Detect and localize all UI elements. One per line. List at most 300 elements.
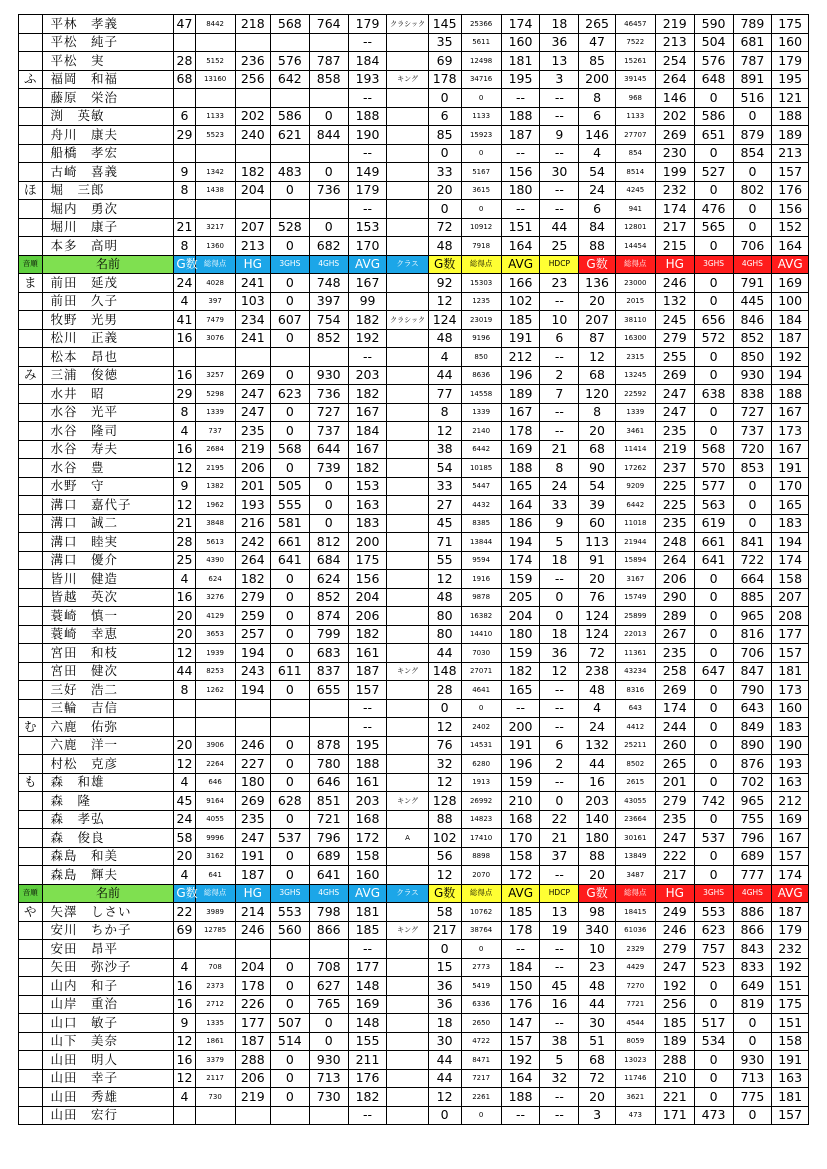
column-header: 名前 [42,255,174,274]
cell-kana [19,440,43,459]
cell-g3: 124 [579,607,615,626]
cell-pts1: 8442 [195,15,235,34]
cell-pts2: 13844 [461,533,501,552]
cell-g1: 21 [174,514,195,533]
cell-g2: 45 [428,514,461,533]
cell-ghs3-1: 586 [270,107,309,126]
cell-hg1: 241 [235,274,270,293]
cell-pts3: 854 [615,144,655,163]
cell-hg3: 146 [655,89,694,108]
cell-hg3: 192 [655,977,694,996]
cell-avg2: 188 [501,1088,540,1107]
cell-pts2: 7217 [461,1069,501,1088]
cell-hdcp: 9 [540,126,579,145]
table-row [19,348,809,367]
cell-pts3: 23664 [615,810,655,829]
cell-g3: 20 [579,570,615,589]
cell-pts2: 26992 [461,792,501,811]
cell-class [387,1032,428,1051]
cell-hg1: 207 [235,218,270,237]
cell-ghs4-1: 730 [309,1088,348,1107]
cell-g1: 16 [174,440,195,459]
cell-hg1 [235,940,270,959]
cell-pts2: 25366 [461,15,501,34]
cell-name: 森 俊良 [42,829,174,848]
table-row [19,126,809,145]
cell-class [387,107,428,126]
cell-avg1: 158 [348,847,387,866]
cell-hdcp: 24 [540,477,579,496]
cell-hg3: 199 [655,163,694,182]
cell-hg1: 187 [235,866,270,885]
cell-name: 古崎 喜義 [42,163,174,182]
cell-ghs3-1: 0 [270,181,309,200]
cell-ghs4-1: 930 [309,366,348,385]
cell-avg2: 157 [501,1032,540,1051]
cell-g3: 68 [579,1051,615,1070]
cell-ghs4-1: 837 [309,662,348,681]
cell-hg1: 247 [235,385,270,404]
cell-hg1: 103 [235,292,270,311]
cell-g3: 54 [579,163,615,182]
cell-g3: 23 [579,958,615,977]
cell-hdcp: 36 [540,33,579,52]
cell-ghs3-1: 0 [270,274,309,293]
cell-hdcp: -- [540,773,579,792]
cell-name: 三輪 吉信 [42,699,174,718]
cell-hdcp: 0 [540,792,579,811]
cell-kana [19,477,43,496]
cell-g1 [174,718,195,737]
cell-kana [19,1051,43,1070]
cell-avg1: 203 [348,366,387,385]
cell-hg3: 230 [655,144,694,163]
cell-class [387,995,428,1014]
table-row [19,773,809,792]
cell-g1: 24 [174,274,195,293]
cell-avg1: 182 [348,311,387,330]
cell-name: 平松 実 [42,52,174,71]
cell-pts1: 5152 [195,52,235,71]
cell-g1: 21 [174,218,195,237]
cell-hg1: 178 [235,977,270,996]
cell-avg1: 170 [348,237,387,256]
cell-avg1: 148 [348,1014,387,1033]
cell-avg1: 203 [348,792,387,811]
cell-ghs4-3: 720 [733,440,772,459]
table-row [19,274,809,293]
cell-g2: 102 [428,829,461,848]
cell-name: 矢澤 しさい [42,903,174,922]
table-row [19,1051,809,1070]
cell-name: 村松 克彦 [42,755,174,774]
cell-avg1: 190 [348,126,387,145]
cell-avg1: 160 [348,866,387,885]
cell-name: 山口 敏子 [42,1014,174,1033]
cell-avg2: 172 [501,866,540,885]
cell-name: 六鹿 洋一 [42,736,174,755]
cell-ghs3-3: 517 [694,1014,733,1033]
cell-pts1: 5523 [195,126,235,145]
cell-g3: 20 [579,1088,615,1107]
cell-hdcp: 5 [540,533,579,552]
cell-avg3: 167 [772,440,809,459]
table-row [19,1032,809,1051]
cell-pts1: 2264 [195,755,235,774]
cell-class [387,200,428,219]
table-row [19,847,809,866]
cell-hdcp: 2 [540,366,579,385]
column-header: 3GHS [694,884,733,903]
cell-avg1: 188 [348,107,387,126]
cell-ghs3-3: 577 [694,477,733,496]
cell-avg2: 187 [501,126,540,145]
cell-hg1: 206 [235,1069,270,1088]
cell-g3: 265 [579,15,615,34]
cell-hg3: 279 [655,329,694,348]
cell-ghs3-3: 0 [694,995,733,1014]
cell-ghs3-3: 0 [694,625,733,644]
cell-ghs3-1: 0 [270,329,309,348]
cell-pts1: 1342 [195,163,235,182]
cell-pts1: 3257 [195,366,235,385]
column-header: 音順 [19,884,43,903]
cell-g1 [174,348,195,367]
table-row [19,144,809,163]
cell-pts2: 10912 [461,218,501,237]
cell-g2: 27 [428,496,461,515]
cell-kana [19,218,43,237]
cell-pts2: 8385 [461,514,501,533]
cell-ghs3-3: 641 [694,551,733,570]
cell-g2: 33 [428,163,461,182]
table-row [19,551,809,570]
cell-avg3: 100 [772,292,809,311]
cell-hdcp: 38 [540,1032,579,1051]
cell-ghs4-1: 644 [309,440,348,459]
cell-pts3: 11361 [615,644,655,663]
cell-ghs3-1: 0 [270,459,309,478]
cell-pts2: 15923 [461,126,501,145]
cell-g1: 16 [174,977,195,996]
cell-ghs4-3: 854 [733,144,772,163]
cell-pts2: 14531 [461,736,501,755]
cell-hg1: 269 [235,366,270,385]
cell-ghs4-1: 397 [309,292,348,311]
cell-pts3: 8514 [615,163,655,182]
cell-ghs3-1: 0 [270,292,309,311]
cell-avg2: 195 [501,70,540,89]
cell-g1: 68 [174,70,195,89]
cell-hg3: 260 [655,736,694,755]
cell-pts2: 5611 [461,33,501,52]
cell-avg2: 164 [501,1069,540,1088]
cell-avg2: 210 [501,792,540,811]
cell-kana [19,829,43,848]
cell-ghs3-3: 0 [694,977,733,996]
cell-avg3: 179 [772,52,809,71]
cell-pts2: 10185 [461,459,501,478]
cell-name: 堀 三郎 [42,181,174,200]
cell-avg2: 182 [501,662,540,681]
cell-g1: 12 [174,459,195,478]
cell-pts3: 13245 [615,366,655,385]
cell-pts1 [195,33,235,52]
cell-avg2: 166 [501,274,540,293]
cell-pts3: 4544 [615,1014,655,1033]
cell-name: 溝口 誠二 [42,514,174,533]
cell-pts3: 2329 [615,940,655,959]
cell-ghs3-3: 0 [694,1069,733,1088]
cell-g2: 69 [428,52,461,71]
cell-hg3: 246 [655,921,694,940]
cell-g3: 124 [579,625,615,644]
cell-g2: 77 [428,385,461,404]
cell-g3: 68 [579,366,615,385]
cell-hg3: 235 [655,644,694,663]
cell-class [387,126,428,145]
cell-pts2: 850 [461,348,501,367]
cell-avg2: 174 [501,551,540,570]
cell-ghs3-3: 0 [694,1088,733,1107]
cell-ghs4-3: 0 [733,163,772,182]
cell-ghs3-1 [270,144,309,163]
cell-hdcp: 5 [540,1051,579,1070]
cell-pts3: 17262 [615,459,655,478]
cell-hg1: 246 [235,736,270,755]
cell-g2: 30 [428,1032,461,1051]
cell-g3: 68 [579,440,615,459]
cell-pts3: 1339 [615,403,655,422]
cell-g3: 24 [579,181,615,200]
cell-hg1: 187 [235,1032,270,1051]
cell-ghs4-1: 796 [309,829,348,848]
cell-hg1: 177 [235,1014,270,1033]
cell-avg1: 156 [348,570,387,589]
cell-ghs3-3: 537 [694,829,733,848]
cell-ghs3-3: 0 [694,773,733,792]
cell-ghs4-1: 624 [309,570,348,589]
cell-hg1: 247 [235,829,270,848]
cell-g2: 12 [428,773,461,792]
cell-avg3: 169 [772,274,809,293]
cell-ghs3-1: 0 [270,366,309,385]
cell-g3: 51 [579,1032,615,1051]
cell-pts3: 61036 [615,921,655,940]
cell-ghs4-3: 866 [733,921,772,940]
cell-ghs3-3: 661 [694,533,733,552]
cell-hg1: 279 [235,588,270,607]
cell-avg2: 181 [501,52,540,71]
cell-ghs3-3: 0 [694,681,733,700]
cell-avg1: 167 [348,403,387,422]
cell-hg3: 185 [655,1014,694,1033]
cell-hg3: 174 [655,200,694,219]
cell-g2: 88 [428,810,461,829]
cell-ghs3-3: 0 [694,810,733,829]
cell-ghs4-3: 930 [733,366,772,385]
cell-g2: 71 [428,533,461,552]
column-header: 総得点 [195,884,235,903]
cell-g3: 98 [579,903,615,922]
cell-ghs3-1: 641 [270,551,309,570]
cell-kana [19,348,43,367]
cell-hdcp: -- [540,1088,579,1107]
cell-avg2: 159 [501,644,540,663]
cell-pts3: 3621 [615,1088,655,1107]
cell-hdcp: 3 [540,70,579,89]
cell-hdcp: -- [540,403,579,422]
cell-avg3: 212 [772,792,809,811]
cell-g1: 16 [174,1051,195,1070]
cell-ghs3-3: 0 [694,588,733,607]
cell-hg3: 215 [655,237,694,256]
cell-avg3: 157 [772,1106,809,1125]
cell-avg2: 185 [501,903,540,922]
cell-pts1 [195,200,235,219]
cell-name: 森島 輝夫 [42,866,174,885]
cell-ghs3-3: 0 [694,403,733,422]
cell-ghs3-3: 534 [694,1032,733,1051]
cell-avg2: 167 [501,403,540,422]
cell-class [387,1069,428,1088]
cell-class [387,1014,428,1033]
cell-g2: 72 [428,218,461,237]
cell-avg3: 176 [772,181,809,200]
cell-g3: 6 [579,200,615,219]
cell-pts3: 38110 [615,311,655,330]
cell-avg2: 194 [501,533,540,552]
cell-ghs4-3: 664 [733,570,772,589]
cell-g2: 33 [428,477,461,496]
cell-avg3: 184 [772,311,809,330]
cell-hg3: 219 [655,15,694,34]
cell-class [387,977,428,996]
cell-pts1: 2373 [195,977,235,996]
cell-hg3: 235 [655,810,694,829]
cell-kana [19,163,43,182]
cell-ghs3-1: 560 [270,921,309,940]
cell-hdcp: -- [540,866,579,885]
table-row [19,829,809,848]
score-table [18,14,809,1125]
cell-g1: 9 [174,477,195,496]
cell-hdcp: -- [540,144,579,163]
cell-pts3: 27707 [615,126,655,145]
cell-g1: 44 [174,662,195,681]
cell-avg1: 192 [348,329,387,348]
cell-avg1: -- [348,940,387,959]
cell-g2: 8 [428,403,461,422]
cell-hg3: 174 [655,699,694,718]
cell-avg3: 157 [772,163,809,182]
cell-name: 三浦 俊徳 [42,366,174,385]
cell-hg3: 217 [655,218,694,237]
cell-avg1: 168 [348,810,387,829]
cell-g1: 8 [174,681,195,700]
cell-ghs4-3: 0 [733,200,772,219]
cell-avg1: 195 [348,736,387,755]
cell-g1: 47 [174,15,195,34]
column-header: HG [235,884,270,903]
cell-hdcp: -- [540,292,579,311]
cell-hg3: 245 [655,311,694,330]
cell-ghs4-1: 754 [309,311,348,330]
cell-ghs4-3: 713 [733,1069,772,1088]
cell-ghs4-3: 790 [733,681,772,700]
cell-ghs3-3: 476 [694,200,733,219]
cell-hg3: 171 [655,1106,694,1125]
cell-ghs3-1: 553 [270,903,309,922]
cell-name: 山田 幸子 [42,1069,174,1088]
cell-ghs3-1: 528 [270,218,309,237]
cell-ghs3-1: 0 [270,644,309,663]
cell-ghs3-1: 576 [270,52,309,71]
cell-ghs4-3: 819 [733,995,772,1014]
cell-name: 森 隆 [42,792,174,811]
cell-ghs3-3: 0 [694,644,733,663]
cell-pts2: 6442 [461,440,501,459]
cell-g1 [174,144,195,163]
cell-pts1: 5613 [195,533,235,552]
cell-g2: 36 [428,977,461,996]
cell-class [387,440,428,459]
cell-ghs4-1: 736 [309,385,348,404]
table-row [19,810,809,829]
cell-avg1: 183 [348,514,387,533]
cell-kana [19,570,43,589]
cell-g1: 4 [174,773,195,792]
cell-ghs4-1: 727 [309,403,348,422]
cell-ghs4-1: 852 [309,329,348,348]
cell-avg2: 165 [501,477,540,496]
cell-class [387,348,428,367]
cell-ghs3-3: 0 [694,607,733,626]
cell-pts2: 4641 [461,681,501,700]
cell-kana [19,810,43,829]
cell-avg3: 160 [772,33,809,52]
cell-pts2: 0 [461,144,501,163]
cell-hg3: 255 [655,348,694,367]
cell-hdcp: -- [540,1014,579,1033]
cell-hg3: 132 [655,292,694,311]
cell-avg1: 177 [348,958,387,977]
cell-ghs3-1: 0 [270,1069,309,1088]
cell-ghs3-1: 0 [270,773,309,792]
cell-class: クラシック [387,311,428,330]
cell-g2: 44 [428,644,461,663]
cell-g1 [174,89,195,108]
cell-avg3: 121 [772,89,809,108]
cell-hg3: 247 [655,829,694,848]
column-header: 4GHS [309,884,348,903]
cell-name: 山下 美奈 [42,1032,174,1051]
cell-class [387,755,428,774]
cell-pts1: 1133 [195,107,235,126]
cell-class [387,773,428,792]
cell-avg3: 232 [772,940,809,959]
cell-pts2: 12498 [461,52,501,71]
column-header: HG [655,884,694,903]
cell-pts2: 27071 [461,662,501,681]
cell-pts3: 8059 [615,1032,655,1051]
cell-pts2: 8636 [461,366,501,385]
cell-pts2: 14823 [461,810,501,829]
cell-ghs3-3: 0 [694,292,733,311]
cell-hdcp: 23 [540,274,579,293]
cell-ghs4-3: 0 [733,1014,772,1033]
cell-name: 松本 昂也 [42,348,174,367]
